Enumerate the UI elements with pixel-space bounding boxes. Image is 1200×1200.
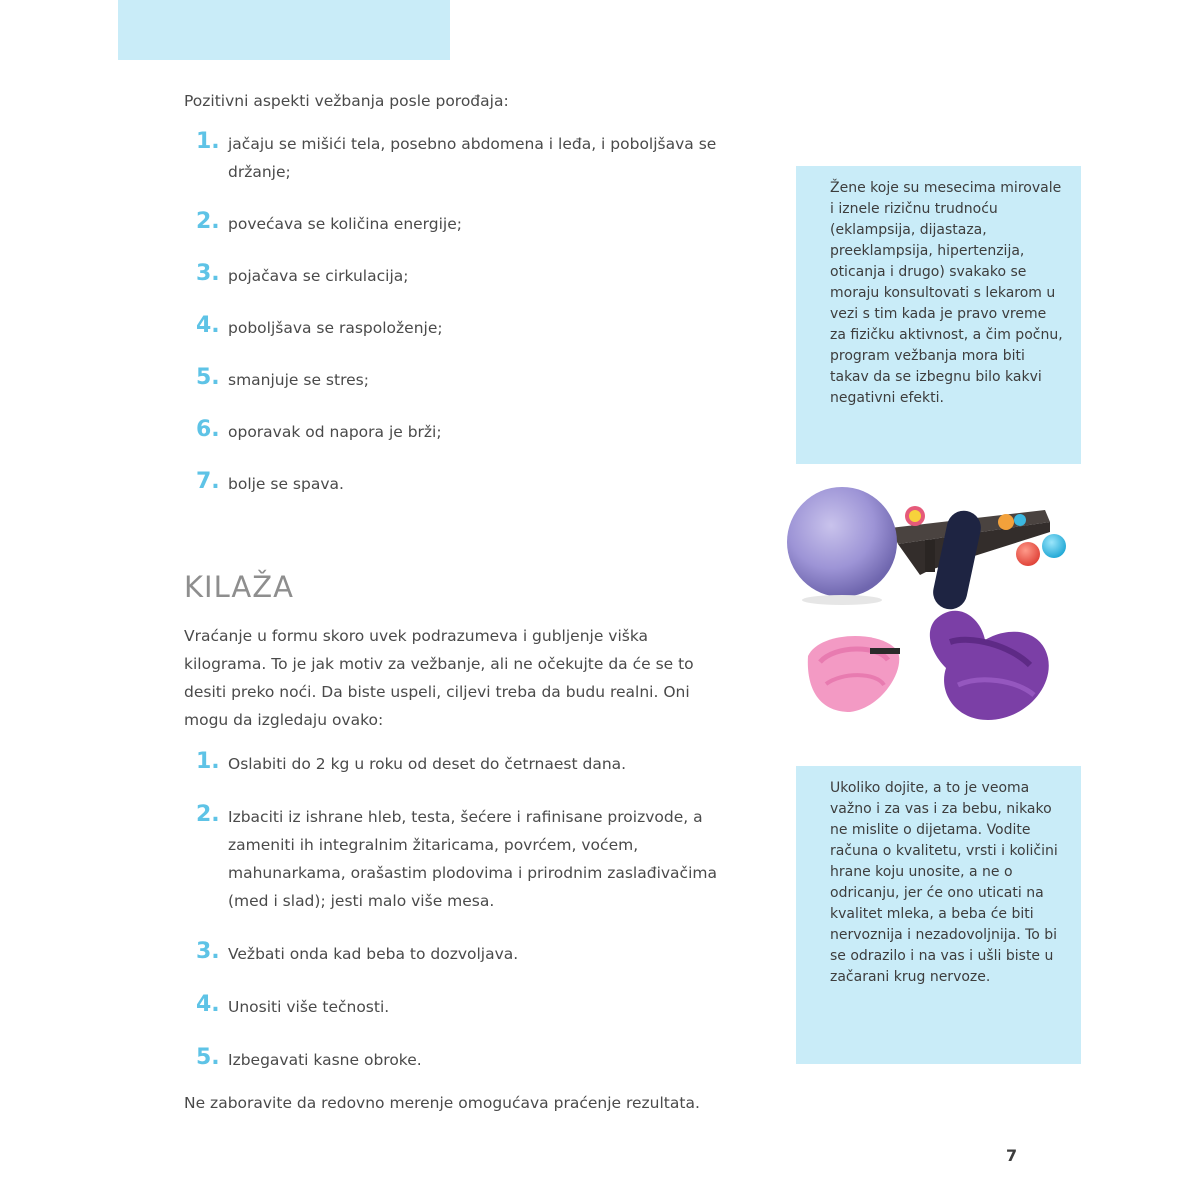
- purple-resistance-band: [930, 611, 1049, 720]
- list-item: [196, 314, 756, 342]
- item-number: 2.: [196, 802, 220, 827]
- item-text: smanjuje se stres;: [228, 371, 369, 389]
- goals-list: [196, 750, 736, 1099]
- item-text: poboljšava se raspoloženje;: [228, 319, 443, 337]
- item-number: 5.: [196, 365, 220, 390]
- exercise-equipment-image: [780, 480, 1090, 730]
- item-number: 1.: [196, 749, 220, 774]
- list-item: [196, 210, 756, 238]
- section-heading: KILAŽA: [184, 570, 294, 604]
- list-item: [196, 803, 736, 915]
- sidebar-note-top: [796, 166, 1081, 464]
- item-number: 4.: [196, 992, 220, 1017]
- closing-text: Ne zaboravite da redovno merenje omogućava praćenje rezultata.: [184, 1094, 700, 1112]
- item-text: Oslabiti do 2 kg u roku od deset do četrnaest dana.: [228, 755, 627, 773]
- item-text: oporavak od napora je brži;: [228, 423, 442, 441]
- list-item: [196, 1046, 736, 1074]
- list-item: [196, 470, 756, 498]
- list-item: [196, 262, 756, 290]
- item-number: 3.: [196, 261, 220, 286]
- benefits-list: [196, 130, 756, 522]
- item-text: jačaju se mišići tela, posebno abdomena i leđa, i poboljšava se držanje;: [228, 135, 717, 181]
- item-text: Izbegavati kasne obroke.: [228, 1051, 422, 1069]
- list-item: [196, 750, 736, 778]
- item-number: 6.: [196, 417, 220, 442]
- list-item: [196, 130, 756, 186]
- sidebar-note-bottom: [796, 766, 1081, 1064]
- intro-text: Pozitivni aspekti vežbanja posle porođaja:: [184, 92, 509, 110]
- item-text: povećava se količina energije;: [228, 215, 462, 233]
- item-number: 4.: [196, 313, 220, 338]
- note-text: Ukoliko dojite, a to je veoma važno i za vas i za bebu, nikako ne mislite o dijetama. Vodite računa o kvalitetu, vrsti i količini hrane koju unosite, a ne o odricanju, jer će ono uticati na kvalitet mleka, a beba će biti nervoznija i nezadovoljnija. To bi se odrazilo i na vas i ušli biste u začarani krug nervoze.: [830, 780, 1058, 985]
- item-text: bolje se spava.: [228, 475, 344, 493]
- list-item: [196, 418, 756, 446]
- list-item: [196, 993, 736, 1021]
- item-text: Unositi više tečnosti.: [228, 998, 390, 1016]
- note-text: Žene koje su mesecima mirovale i iznele rizičnu trudnoću (eklampsija, dijastaza, preeklampsija, hipertenzija, oticanja i drugo) svakako se moraju konsultovati s lekarom u vezi s tim kada je pravo vreme za fizičku aktivnost, a čim počnu, program vežbanja mora biti takav da se izbegnu bilo kakvi negativni efekti.: [830, 180, 1063, 406]
- top-color-band: [118, 0, 450, 60]
- item-number: 5.: [196, 1045, 220, 1070]
- exercise-ball: [787, 487, 897, 605]
- item-text: Vežbati onda kad beba to dozvoljava.: [228, 945, 519, 963]
- item-number: 3.: [196, 939, 220, 964]
- item-number: 2.: [196, 209, 220, 234]
- item-text: Izbaciti iz ishrane hleb, testa, šećere i rafinisane proizvode, a zameniti ih integralnim žitaricama, povrćem, voćem, mahunarkama, orašastim plodovima i prirodnim zaslađivačima (med i slad); jesti malo više mesa.: [228, 808, 717, 910]
- pink-resistance-band: [808, 636, 900, 712]
- item-number: 7.: [196, 469, 220, 494]
- section-paragraph: Vraćanje u formu skoro uvek podrazumeva i gubljenje viška kilograma. To je jak motiv za vežbanje, ali ne očekujte da će se to desiti preko noći. Da biste uspeli, ciljevi treba da budu realni. Oni mogu da izgledaju ovako:: [184, 627, 694, 729]
- item-number: 1.: [196, 129, 220, 154]
- list-item: [196, 940, 736, 968]
- page-number: 7: [1006, 1146, 1018, 1165]
- item-text: pojačava se cirkulacija;: [228, 267, 409, 285]
- list-item: [196, 366, 756, 394]
